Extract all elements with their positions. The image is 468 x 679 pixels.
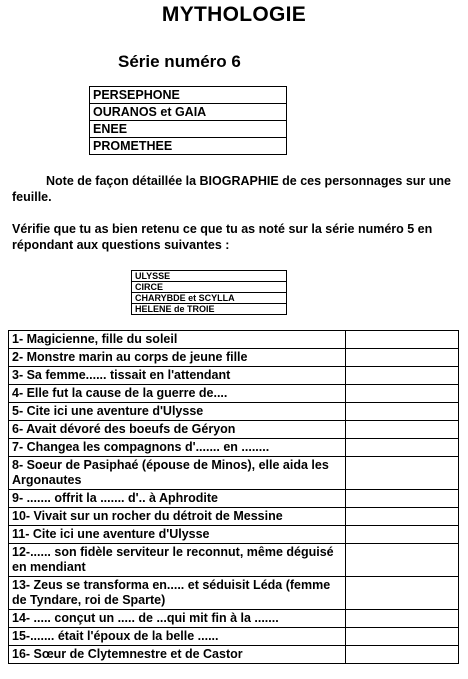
question-text: 11- Cite ici une aventure d'Ulysse [9, 526, 346, 544]
question-text: 5- Cite ici une aventure d'Ulysse [9, 403, 346, 421]
answer-cell[interactable] [346, 367, 459, 385]
table-row [9, 526, 459, 544]
questions-table [8, 330, 459, 664]
question-text: 1- Magicienne, fille du soleil [9, 331, 346, 349]
answer-cell[interactable] [346, 457, 459, 490]
series-subtitle: Série numéro 6 [118, 52, 241, 71]
answer-cell[interactable] [346, 349, 459, 367]
question-text: 2- Monstre marin au corps de jeune fille [9, 349, 346, 367]
question-text: 6- Avait dévoré des boeufs de Géryon [9, 421, 346, 439]
table-row [9, 628, 459, 646]
question-text: 9- ....... offrit la ....... d'.. à Aphrodite [9, 490, 346, 508]
question-text: 15-....... était l'époux de la belle ...... [9, 628, 346, 646]
answer-option: CIRCE [132, 282, 287, 293]
page-title: MYTHOLOGIE [161, 3, 307, 26]
answer-cell[interactable] [346, 526, 459, 544]
table-row [9, 349, 459, 367]
table-row [9, 385, 459, 403]
character-name: OURANOS et GAIA [90, 104, 287, 121]
answer-cell[interactable] [346, 439, 459, 457]
table-row [9, 457, 459, 490]
question-text: 8- Soeur de Pasiphaé (épouse de Minos), elle aida les Argonautes [9, 457, 346, 490]
instruction-biography: Note de façon détaillée la BIOGRAPHIE de ces personnages sur une feuille. [12, 174, 451, 204]
table-row [9, 646, 459, 664]
question-text: 3- Sa femme...... tissait en l'attendant [9, 367, 346, 385]
table-row [9, 331, 459, 349]
answer-cell[interactable] [346, 628, 459, 646]
answer-cell[interactable] [346, 544, 459, 577]
table-row [9, 439, 459, 457]
question-text: 10- Vivait sur un rocher du détroit de Messine [9, 508, 346, 526]
answer-cell[interactable] [346, 508, 459, 526]
question-text: 4- Elle fut la cause de la guerre de.... [9, 385, 346, 403]
answer-options-table [131, 270, 287, 315]
character-name: PROMETHEE [90, 138, 287, 155]
answer-cell[interactable] [346, 577, 459, 610]
answer-cell[interactable] [346, 331, 459, 349]
question-text: 16- Sœur de Clytemnestre et de Castor [9, 646, 346, 664]
answer-cell[interactable] [346, 403, 459, 421]
question-text: 14- ..... conçut un ..... de ...qui mit fin à la ....... [9, 610, 346, 628]
answer-cell[interactable] [346, 385, 459, 403]
answer-option: CHARYBDE et SCYLLA [132, 293, 287, 304]
answer-cell[interactable] [346, 421, 459, 439]
table-row [9, 610, 459, 628]
table-row [9, 403, 459, 421]
answer-cell[interactable] [346, 646, 459, 664]
answer-option: ULYSSE [132, 271, 287, 282]
answer-option: HELENE de TROIE [132, 304, 287, 315]
table-row [9, 577, 459, 610]
table-row [9, 544, 459, 577]
table-row [9, 367, 459, 385]
question-text: 12-...... son fidèle serviteur le reconnut, même déguisé en mendiant [9, 544, 346, 577]
question-text: 7- Changea les compagnons d'....... en ........ [9, 439, 346, 457]
question-text: 13- Zeus se transforma en..... et séduisit Léda (femme de Tyndare, roi de Sparte) [9, 577, 346, 610]
table-row [9, 508, 459, 526]
answer-cell[interactable] [346, 610, 459, 628]
answer-cell[interactable] [346, 490, 459, 508]
instruction-questions: Vérifie que tu as bien retenu ce que tu as noté sur la série numéro 5 en répondant aux questions suivantes : [12, 222, 433, 252]
character-name: PERSEPHONE [90, 87, 287, 104]
table-row [9, 421, 459, 439]
character-name: ENEE [90, 121, 287, 138]
characters-table [89, 86, 287, 155]
table-row [9, 490, 459, 508]
